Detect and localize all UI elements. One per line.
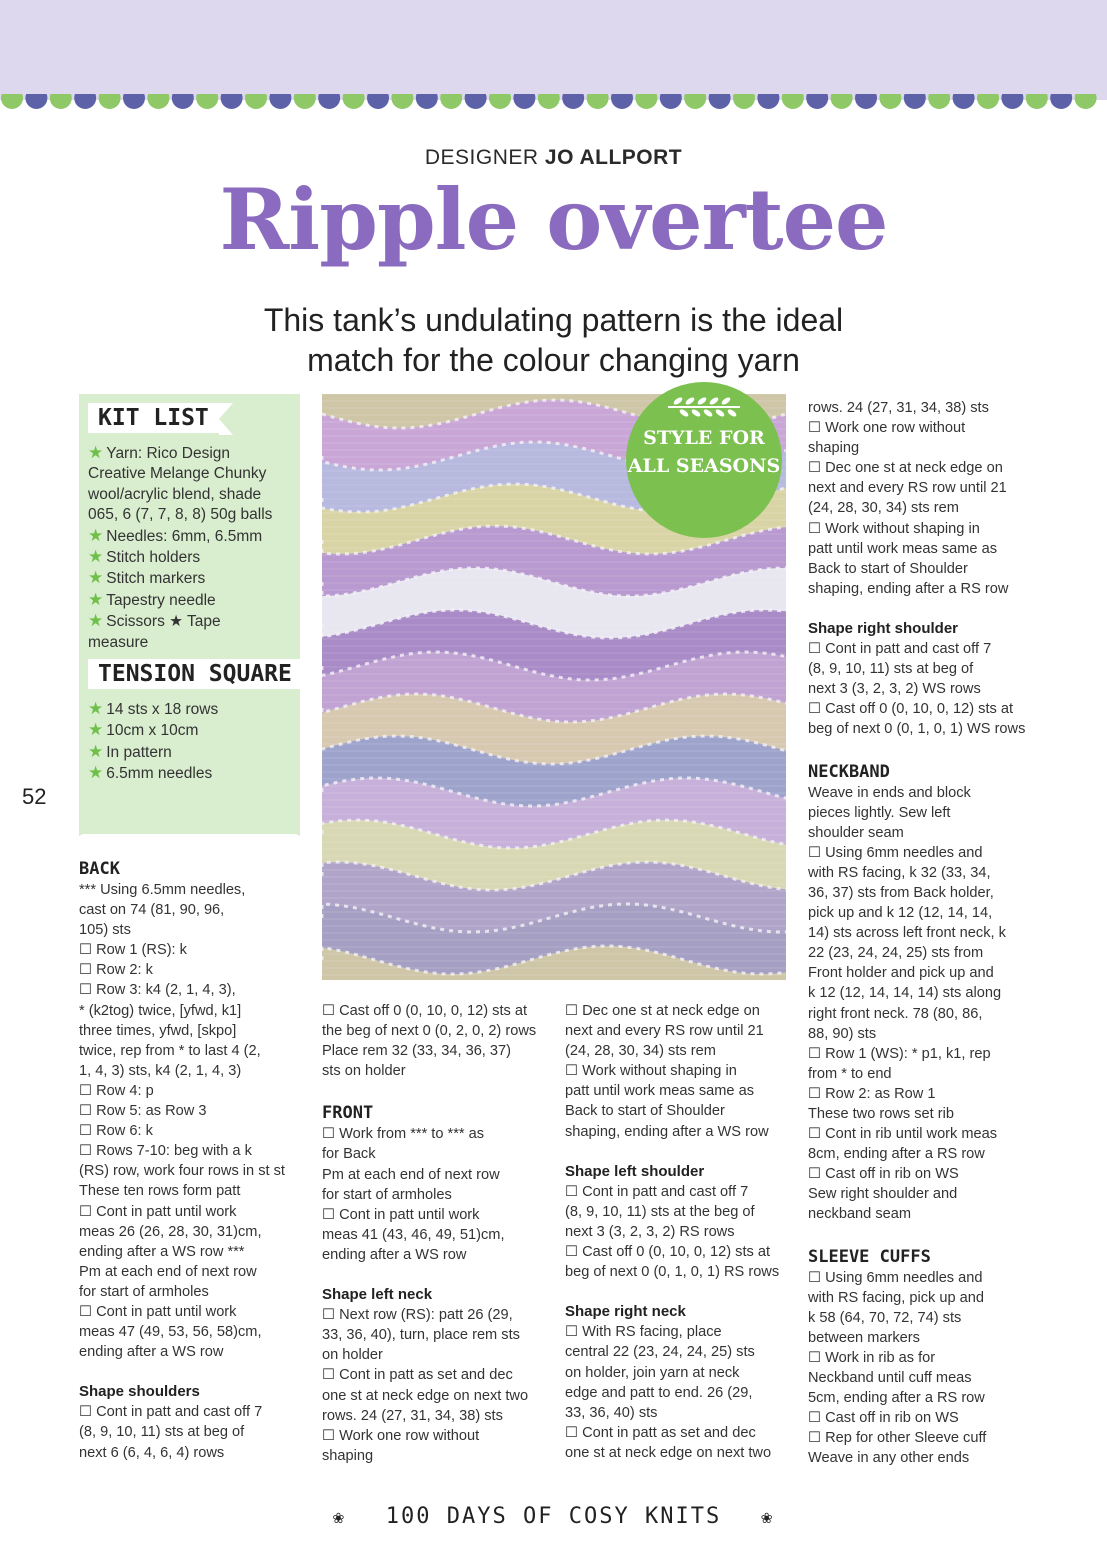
instruction-line: shaping, ending after a RS row: [808, 580, 1009, 597]
tension-item: [88, 720, 293, 741]
kit-item-text: Creative Melange Chunky: [88, 465, 267, 483]
instruction-line: ☐ Next row (RS): patt 26 (29,: [322, 1307, 513, 1324]
instruction-line: k 58 (64, 70, 72, 74) sts: [808, 1309, 962, 1326]
instruction-line: (8, 9, 10, 11) sts at beg of: [808, 661, 974, 678]
column-right-neck: [565, 1001, 800, 1463]
instruction-line: ☐ Work one row without: [322, 1427, 480, 1444]
star-icon: ★: [88, 568, 104, 588]
instruction-line: shoulder seam: [808, 824, 904, 841]
section-heading: SLEEVE CUFFS: [808, 1246, 931, 1267]
instruction-line: beg of next 0 (0, 1, 0, 1) WS rows: [808, 721, 1026, 738]
tension-item-text: 14 sts x 18 rows: [106, 701, 219, 718]
instruction-line: Front holder and pick up and: [808, 965, 994, 982]
instruction-line: * (k2tog) twice, [yfwd, k1]: [79, 1002, 242, 1019]
star-icon: ★: [88, 589, 104, 609]
kit-item-text: measure: [88, 633, 149, 651]
instruction-line: ☐ Cont in patt until work: [79, 1303, 237, 1320]
designer-prefix: DESIGNER: [424, 146, 539, 169]
instruction-line: next and every RS row until 21: [565, 1023, 764, 1040]
kit-item: [88, 505, 293, 525]
instruction-line: Weave in ends and block: [808, 784, 971, 801]
tension-title: TENSION SQUARE: [98, 661, 292, 687]
kit-item: [88, 526, 293, 547]
tension-list: [88, 699, 293, 785]
instruction-line: Pm at each end of next row: [79, 1263, 257, 1280]
kit-item-text: Stitch holders: [106, 549, 201, 567]
instruction-line: ☐ Row 1 (WS): * p1, k1, rep: [808, 1045, 991, 1062]
kit-list-heading: [88, 403, 219, 433]
subsection-heading: Shape right shoulder: [808, 619, 959, 637]
instruction-line: ☐ Row 6: k: [79, 1123, 153, 1140]
spacer: [808, 599, 1043, 619]
tension-item: [88, 699, 293, 720]
instruction-line: 1, 4, 3) sts, k4 (2, 1, 4, 3): [79, 1062, 242, 1079]
instruction-line: with RS facing, k 32 (33, 34,: [808, 864, 991, 881]
instruction-line: the beg of next 0 (0, 2, 0, 2) rows: [322, 1023, 537, 1040]
instruction-line: one st at neck edge on next two: [565, 1444, 772, 1461]
instruction-line: (24, 28, 30, 34) sts rem: [565, 1043, 716, 1060]
spacer: [565, 1142, 800, 1162]
spacer: [322, 1081, 557, 1101]
instruction-line: pick up and k 12 (12, 14, 14,: [808, 905, 993, 922]
instruction-line: pieces lightly. Sew left: [808, 804, 951, 821]
instruction-line: on holder, join yarn at neck: [565, 1364, 740, 1381]
instruction-line: ☐ Dec one st at neck edge on: [565, 1003, 760, 1019]
flower-icon: ❀: [761, 1506, 775, 1528]
footer: [0, 1504, 1107, 1529]
instruction-line: ☐ Row 2: k: [79, 962, 153, 979]
instruction-line: ☐ Cont in patt and cast off 7: [808, 641, 992, 658]
tension-heading: [88, 659, 302, 689]
section-heading: NECKBAND: [808, 761, 890, 782]
instruction-line: ☐ Cast off 0 (0, 10, 0, 12) sts at: [565, 1244, 771, 1261]
kit-item-text: Scissors ★ Tape: [106, 613, 221, 631]
instruction-line: patt until work meas same as: [808, 540, 997, 557]
instruction-line: ☐ Cont in patt until work: [79, 1203, 237, 1220]
instruction-line: between markers: [808, 1329, 920, 1346]
star-icon: ★: [88, 720, 104, 740]
kit-item-text: wool/acrylic blend, shade: [88, 485, 262, 503]
star-icon: ★: [88, 741, 104, 761]
instruction-line: ☐ Rep for other Sleeve cuff: [808, 1430, 987, 1447]
kit-item: [88, 443, 293, 464]
page-number: 52: [22, 784, 47, 809]
instruction-line: ending after a WS row: [322, 1246, 467, 1263]
instruction-line: These two rows set rib: [808, 1106, 954, 1122]
instruction-line: ☐ Cont in patt as set and dec: [565, 1424, 756, 1441]
instruction-line: ☐ Cont in patt as set and dec: [322, 1367, 513, 1384]
kit-item-text: Stitch markers: [106, 570, 206, 588]
instruction-line: 33, 36, 40), turn, place rem sts: [322, 1327, 520, 1344]
spacer: [322, 1265, 557, 1285]
instruction-line: ☐ Dec one st at neck edge on: [808, 460, 1003, 477]
instruction-line: Back to start of Shoulder: [565, 1103, 725, 1120]
instruction-line: sts on holder: [322, 1063, 406, 1080]
column-front: [322, 1001, 557, 1466]
instruction-line: ending after a WS row ***: [79, 1243, 245, 1260]
star-icon: ★: [88, 525, 104, 545]
instruction-line: 33, 36, 40) sts: [565, 1404, 658, 1421]
instruction-line: next 3 (3, 2, 3, 2) RS rows: [565, 1223, 735, 1240]
subsection-heading: Shape left shoulder: [565, 1162, 705, 1180]
instruction-line: ☐ Row 5: as Row 3: [79, 1103, 207, 1120]
instruction-line: shaping: [808, 440, 860, 457]
tension-item-text: In pattern: [106, 743, 172, 761]
instruction-line: Neckband until cuff meas: [808, 1370, 972, 1387]
kit-list: [88, 443, 293, 653]
spacer: [79, 1362, 309, 1382]
instruction-line: ending after a WS row: [79, 1344, 224, 1361]
instruction-line: meas 47 (49, 53, 56, 58)cm,: [79, 1324, 262, 1341]
subtitle: [200, 300, 907, 380]
column-back: [79, 857, 309, 1463]
instruction-line: ☐ Row 2: as Row 1: [808, 1085, 936, 1102]
instruction-line: ☐ Work without shaping in: [565, 1063, 737, 1080]
instruction-line: ☐ Rows 7-10: beg with a k: [79, 1143, 252, 1160]
kit-item: [88, 590, 293, 611]
subsection-heading: Shape left neck: [322, 1286, 433, 1304]
section-heading: BACK: [79, 859, 120, 879]
top-band: [0, 0, 1107, 100]
instruction-line: ☐ Cast off in rib on WS: [808, 1410, 959, 1427]
tension-item-text: 6.5mm needles: [106, 765, 213, 783]
instruction-line: k 12 (12, 14, 14, 14) sts along: [808, 985, 1002, 1002]
kit-item-text: Needles: 6mm, 6.5mm: [106, 527, 263, 545]
instruction-line: ☐ Row 4: p: [79, 1082, 154, 1099]
subtitle-line: match for the colour changing yarn: [307, 342, 800, 378]
instruction-line: These ten rows form patt: [79, 1183, 241, 1200]
kit-item: [88, 568, 293, 589]
instruction-line: ☐ Work one row without: [808, 420, 966, 437]
instruction-line: neckband seam: [808, 1206, 912, 1223]
kit-item-text: 065, 6 (7, 7, 8, 8) 50g balls: [88, 506, 273, 524]
instruction-line: 22 (23, 24, 24, 25) sts from: [808, 945, 984, 962]
instruction-line: right front neck. 78 (80, 86,: [808, 1005, 983, 1022]
instruction-line: next 3 (3, 2, 3, 2) WS rows: [808, 681, 981, 698]
flower-icon: ❀: [332, 1506, 346, 1528]
instruction-line: for start of armholes: [79, 1283, 209, 1300]
kit-list-title: KIT LIST: [98, 405, 209, 431]
kit-item: [88, 464, 293, 484]
instruction-line: meas 26 (26, 28, 30, 31)cm,: [79, 1223, 262, 1240]
column-finishing: [808, 398, 1043, 1469]
instruction-line: ☐ Row 1 (RS): k: [79, 942, 187, 959]
instruction-line: (8, 9, 10, 11) sts at the beg of: [565, 1203, 755, 1220]
instruction-line: shaping: [322, 1447, 374, 1464]
instruction-line: ☐ Cont in rib until work meas: [808, 1126, 998, 1143]
instruction-line: beg of next 0 (0, 1, 0, 1) RS rows: [565, 1264, 780, 1281]
instruction-line: ☐ Using 6mm needles and: [808, 844, 983, 861]
designer-credit: [0, 146, 1107, 170]
instruction-line: 8cm, ending after a RS row: [808, 1146, 985, 1163]
instruction-line: with RS facing, pick up and: [808, 1289, 985, 1306]
instruction-line: ☐ Using 6mm needles and: [808, 1269, 983, 1286]
instruction-line: 88, 90) sts: [808, 1025, 877, 1042]
instruction-line: Weave in any other ends: [808, 1450, 970, 1467]
spacer: [565, 1282, 800, 1302]
badge-line: ALL SEASONS: [627, 455, 781, 477]
instruction-line: next 6 (6, 4, 6, 4) rows: [79, 1444, 225, 1461]
designer-name: JO ALLPORT: [544, 146, 683, 169]
scallop-border: [0, 94, 1107, 112]
instruction-line: ☐ With RS facing, place: [565, 1324, 722, 1341]
instruction-line: ☐ Cont in patt and cast off 7: [79, 1404, 263, 1421]
instruction-line: for start of armholes: [322, 1186, 452, 1203]
leaf-icon: [626, 394, 782, 420]
spacer: [808, 740, 1043, 760]
page-title: Ripple overtee: [219, 170, 888, 269]
instruction-line: ☐ Cont in patt until work: [322, 1206, 480, 1223]
instruction-line: patt until work meas same as: [565, 1083, 754, 1100]
kit-item-text: Yarn: Rico Design: [106, 445, 231, 462]
instruction-line: Pm at each end of next row: [322, 1166, 500, 1183]
instruction-line: (8, 9, 10, 11) sts at beg of: [79, 1424, 245, 1441]
instruction-line: ☐ Cast off 0 (0, 10, 0, 12) sts at: [808, 701, 1014, 718]
instruction-line: Sew right shoulder and: [808, 1186, 958, 1203]
tension-item: [88, 742, 293, 763]
instruction-line: 36, 37) sts from Back holder,: [808, 884, 994, 901]
instruction-line: (RS) row, work four rows in st st: [79, 1163, 285, 1180]
kit-item: [88, 611, 293, 632]
instruction-line: ☐ Work from *** to *** as: [322, 1126, 485, 1143]
star-icon: ★: [88, 443, 104, 462]
instruction-line: Back to start of Shoulder: [808, 560, 968, 577]
instruction-line: ☐ Cont in patt and cast off 7: [565, 1183, 749, 1200]
kit-item: [88, 485, 293, 505]
star-icon: ★: [88, 763, 104, 783]
kit-item: [88, 547, 293, 568]
instruction-line: for Back: [322, 1146, 376, 1163]
instruction-line: rows. 24 (27, 31, 34, 38) sts: [808, 400, 989, 416]
spacer: [808, 1225, 1043, 1245]
subtitle-line: This tank’s undulating pattern is the ideal: [263, 302, 844, 338]
kit-item-text: Tapestry needle: [106, 591, 216, 609]
star-icon: ★: [88, 699, 104, 718]
instruction-line: ☐ Work in rib as for: [808, 1349, 936, 1366]
badge-line: STYLE FOR: [643, 427, 765, 449]
subsection-heading: Shape right neck: [565, 1303, 686, 1321]
instruction-line: edge and patt to end. 26 (29,: [565, 1384, 753, 1401]
instruction-line: on holder: [322, 1347, 383, 1364]
instruction-line: three times, yfwd, [skpo]: [79, 1022, 237, 1039]
instruction-line: central 22 (23, 24, 24, 25) sts: [565, 1344, 755, 1361]
instruction-line: Place rem 32 (33, 34, 36, 37): [322, 1043, 512, 1060]
instruction-line: cast on 74 (81, 90, 96,: [79, 902, 225, 919]
instruction-line: one st at neck edge on next two: [322, 1387, 529, 1404]
instruction-line: 105) sts: [79, 922, 131, 939]
section-heading: FRONT: [322, 1103, 374, 1124]
subsection-heading: Shape shoulders: [79, 1383, 200, 1401]
instruction-line: ☐ Cast off in rib on WS: [808, 1166, 959, 1183]
instruction-line: *** Using 6.5mm needles,: [79, 882, 246, 898]
instruction-line: 14) sts across left front neck, k: [808, 925, 1006, 942]
star-icon: ★: [88, 611, 104, 631]
instruction-line: from * to end: [808, 1065, 892, 1082]
instruction-line: 5cm, ending after a RS row: [808, 1390, 985, 1407]
tension-item: [88, 763, 293, 784]
instruction-line: ☐ Row 3: k4 (2, 1, 4, 3),: [79, 982, 236, 999]
badge-text: [626, 424, 782, 480]
instruction-line: next and every RS row until 21: [808, 480, 1007, 497]
instruction-line: ☐ Work without shaping in: [808, 520, 980, 537]
footer-title: 100 DAYS OF COSY KNITS: [385, 1504, 722, 1529]
instruction-line: meas 41 (43, 46, 49, 51)cm,: [322, 1226, 505, 1243]
tension-item-text: 10cm x 10cm: [106, 722, 199, 740]
instruction-line: ☐ Cast off 0 (0, 10, 0, 12) sts at: [322, 1003, 528, 1019]
instruction-line: shaping, ending after a WS row: [565, 1123, 769, 1140]
instruction-line: (24, 28, 30, 34) sts rem: [808, 500, 959, 517]
instruction-line: twice, rep from * to last 4 (2,: [79, 1042, 261, 1059]
style-badge: [626, 382, 782, 538]
star-icon: ★: [88, 547, 104, 567]
instruction-line: rows. 24 (27, 31, 34, 38) sts: [322, 1407, 503, 1424]
kit-item: [88, 633, 293, 653]
